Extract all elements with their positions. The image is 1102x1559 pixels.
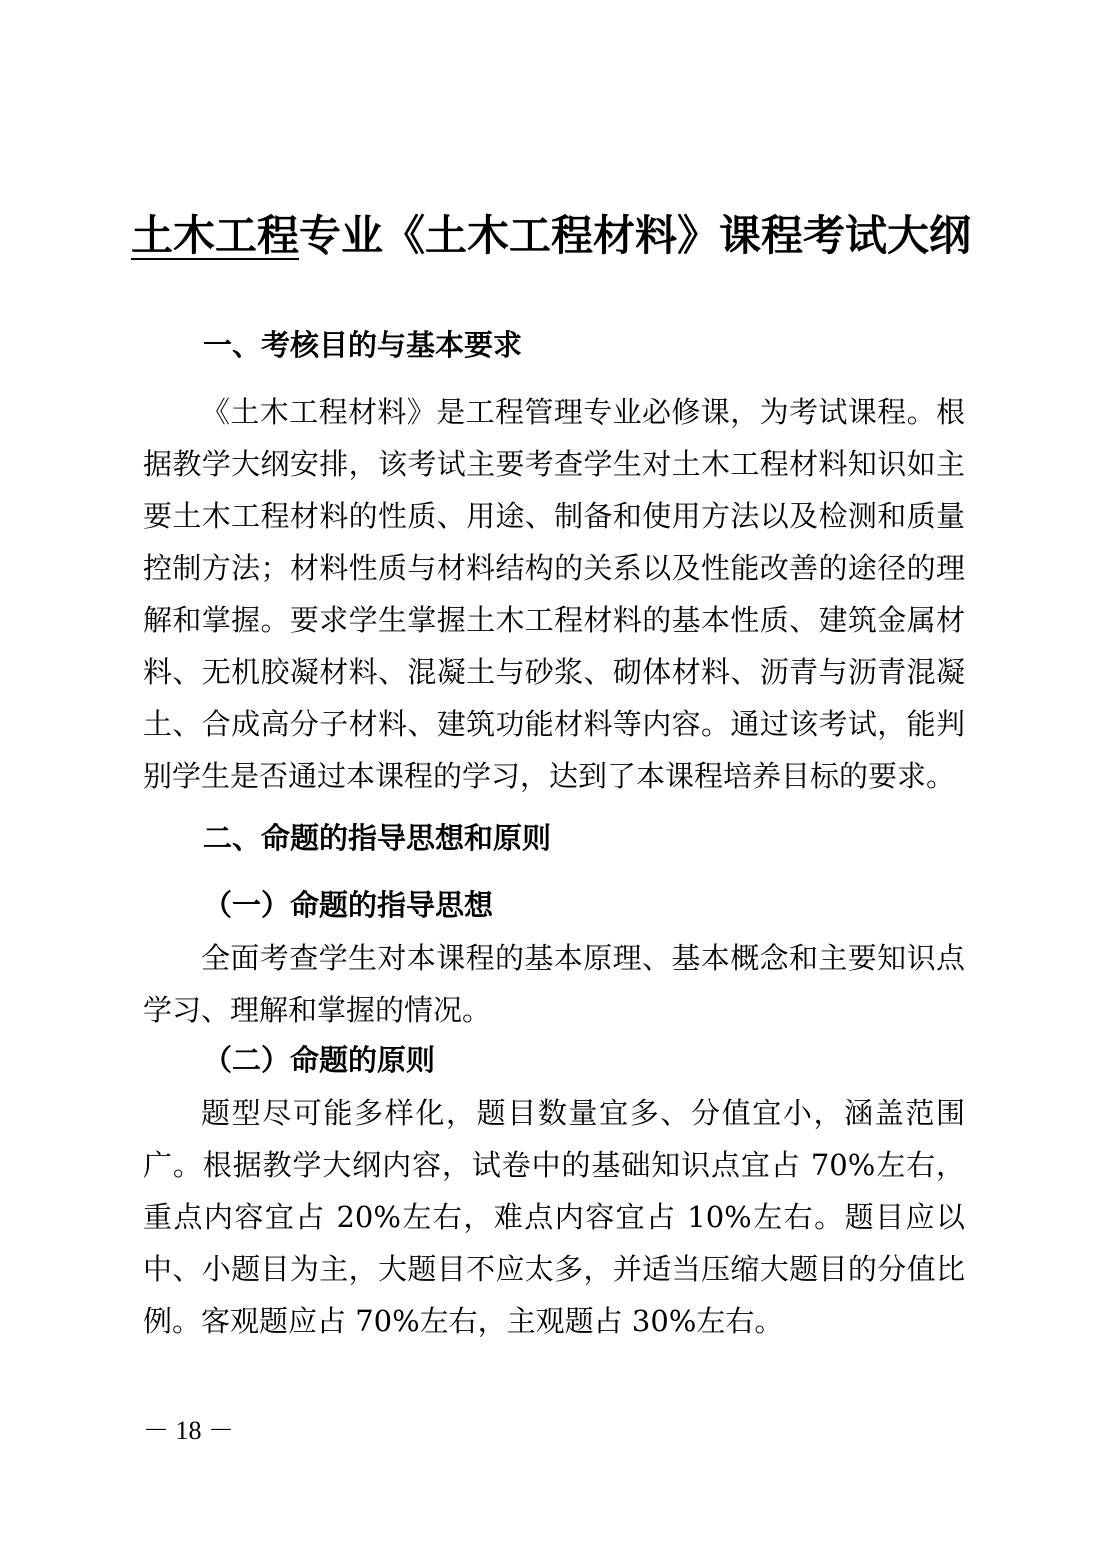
subsection-1-heading: （一）命题的指导思想 <box>203 888 494 922</box>
document-title <box>0 208 1102 264</box>
section-1-heading: 一、考核目的与基本要求 <box>203 328 523 362</box>
title-underlined-part: 土木工程 <box>130 211 299 260</box>
subsection-2-heading: （二）命题的原则 <box>203 1043 436 1077</box>
page-number: － 18 － <box>143 1416 235 1445</box>
subsection-1-paragraph: 全面考查学生对本课程的基本原理、基本概念和主要知识点学习、理解和掌握的情况。 <box>143 941 965 1027</box>
subsection-2-paragraph: 题型尽可能多样化，题目数量宜多、分值宜小，涵盖范围广。根据教学大纲内容，试卷中的基础知识点宜占 70%左右，重点内容宜占 20%左右，难点内容宜占 10%左右。题目应以中、小题目为主，大题目不应太多，并适当压缩大题目的分值比例。客观题应占 70%左右，主观题占 30%左右。 <box>143 1096 965 1338</box>
section-2-heading: 二、命题的指导思想和原则 <box>203 821 552 855</box>
section-1-paragraph: 《土木工程材料》是工程管理专业必修课，为考试课程。根据教学大纲安排，该考试主要考查学生对土木工程材料知识如主要土木工程材料的性质、用途、制备和使用方法以及检测和质量控制方法；材料性质与材料结构的关系以及性能改善的途径的理解和掌握。要求学生掌握土木工程材料的基本性质、建筑金属材料、无机胶凝材料、混凝土与砂浆、砌体材料、沥青与沥青混凝土、合成高分子材料、建筑功能材料等内容。通过该考试，能判别学生是否通过本课程的学习，达到了本课程培养目标的要求。 <box>143 395 965 793</box>
title-rest: 专业《土木工程材料》课程考试大纲 <box>299 211 972 260</box>
